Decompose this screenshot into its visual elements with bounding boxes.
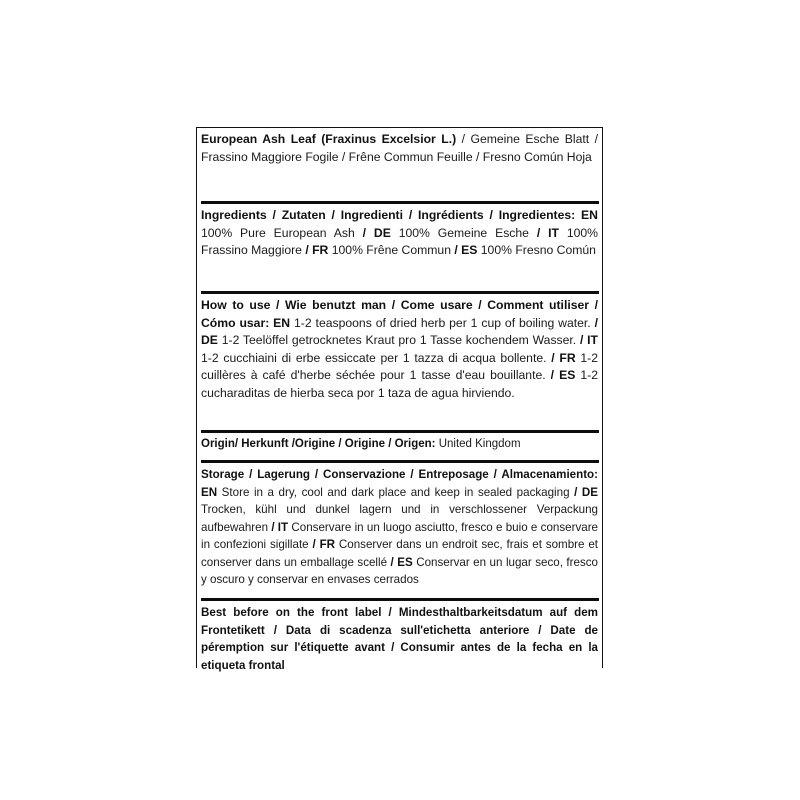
product-title-translations: / Gemeine Esche Blatt / Frassino Maggiore Fogile / Frêne Commun Feuille / Fresno Común Hoja	[201, 132, 599, 164]
lang-code-fr: / FR	[551, 350, 576, 365]
lang-code-it: / IT	[579, 333, 598, 347]
storage-es: Conservar en un lugar seco, fresco y oscuro y conservar en envases cerrados	[201, 555, 598, 586]
ingredients-heading: Ingredients / Zutaten / Ingredienti / Ingrédients / Ingredientes:	[201, 208, 576, 222]
best-before-text: Best before on the front label / Mindesthaltbarkeitsdatum auf dem Frontetikett / Data di scadenza sull'etichetta anteriore / Date de péremption sur l'étiquette avant / Consumir antes de la fecha en la etiqueta frontal	[201, 606, 598, 672]
storage-heading: Storage / Lagerung / Conservazione / Entreposage / Almacenamiento:	[201, 468, 598, 481]
product-label	[196, 127, 603, 672]
ingredients-en: 100% Pure European Ash	[201, 225, 363, 240]
product-title-section	[197, 128, 602, 201]
lang-code-en: EN	[201, 485, 218, 499]
lang-code-de: / DE	[574, 485, 598, 499]
lang-code-en: EN	[269, 315, 291, 330]
ingredients-de: 100% Gemeine Esche	[390, 225, 537, 240]
lang-code-it: / IT	[536, 225, 559, 240]
ingredients-it: 100% Frassino Maggiore	[201, 225, 599, 257]
how-to-use-en: 1-2 teaspoons of dried herb per 1 cup of boiling water.	[290, 315, 595, 330]
ingredients-section	[197, 204, 602, 291]
lang-code-fr: / FR	[305, 243, 329, 257]
origin-section	[197, 433, 602, 460]
origin-value: United Kingdom	[435, 438, 521, 450]
lang-code-es: / ES	[454, 243, 478, 257]
storage-it: Conservare in un luogo asciutto, fresco e buio e conservare in confezioni sigillate	[201, 520, 598, 551]
storage-de: Trocken, kühl und dunkel lagern und in verschlossener Verpackung aufbewahren	[201, 503, 598, 534]
lang-code-fr: / FR	[312, 538, 336, 551]
storage-section	[197, 463, 602, 598]
origin-heading: Origin/ Herkunft /Origine / Origine / Origen:	[201, 438, 436, 450]
how-to-use-heading: How to use / Wie benutzt man / Come usare / Comment utiliser / Cómo usar:	[201, 298, 598, 330]
ingredients-es: 100% Fresno Común	[477, 243, 596, 257]
lang-code-es: / ES	[550, 368, 576, 382]
how-to-use-it: 1-2 cucchiaini di erbe essiccate per 1 tazza di acqua bollente.	[201, 350, 552, 365]
best-before-section	[197, 601, 602, 674]
lang-code-en: EN	[575, 208, 598, 222]
storage-fr: Conserver dans un endroit sec, frais et sombre et conserver dans un emballage scellé	[201, 538, 598, 569]
product-title: European Ash Leaf (Fraxinus Excelsior L.)	[201, 132, 457, 146]
how-to-use-de: 1-2 Teelöffel getrocknetes Kraut pro 1 Tasse kochendem Wasser.	[217, 333, 580, 347]
storage-en: Store in a dry, cool and dark place and keep in sealed packaging	[217, 485, 575, 499]
lang-code-es: / ES	[390, 555, 413, 569]
how-to-use-fr: 1-2 cuillères à café d'herbe séchée pour 1 tasse d'eau bouillante.	[201, 350, 598, 382]
lang-code-it: / IT	[271, 520, 289, 534]
lang-code-de: / DE	[362, 225, 391, 240]
ingredients-fr: 100% Frêne Commun	[328, 243, 455, 257]
how-to-use-es: 1-2 cucharaditas de hierba seca por 1 taza de agua hirviendo.	[201, 368, 598, 400]
lang-code-de: / DE	[201, 315, 598, 347]
how-to-use-section	[197, 294, 602, 430]
